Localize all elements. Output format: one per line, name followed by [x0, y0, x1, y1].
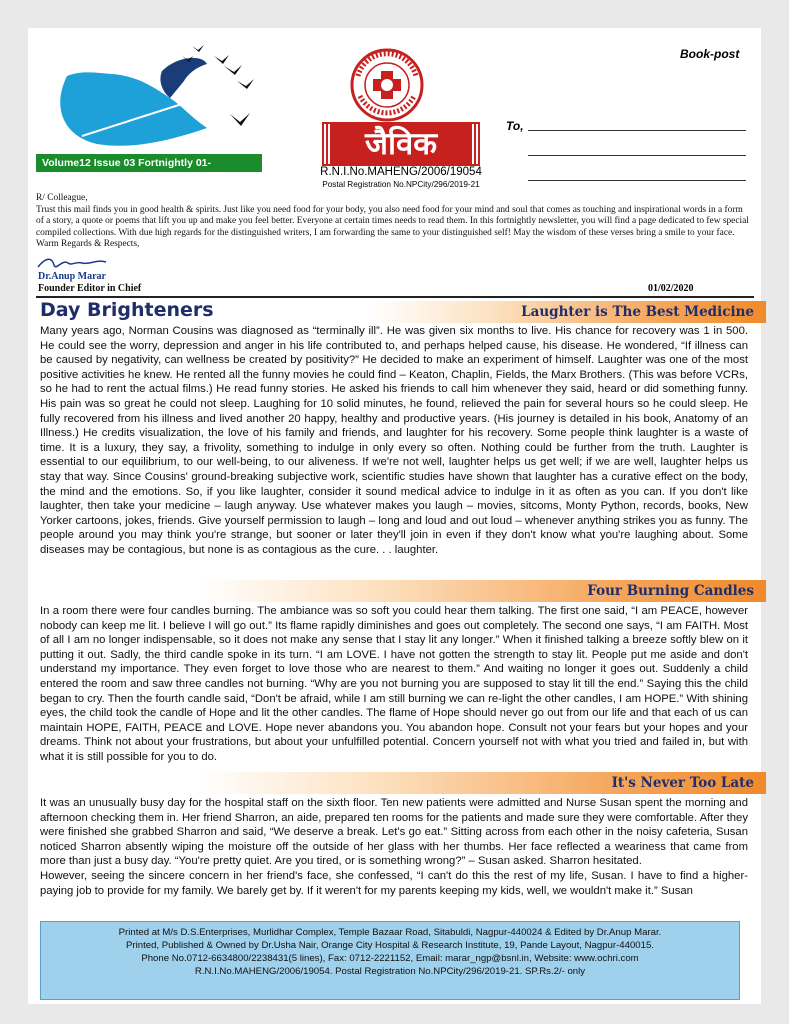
section-paragraph-2: However, seeing the sincere concern in her friend's face, she confessed, “I can't do this the rest of my life, Susan. I have to find a higher-paying job to provide for my family. We barely get by. If it weren't for my parents keeping my kids, well, we wouldn't make it.” Susan [40, 869, 748, 897]
to-label: To, [506, 119, 524, 133]
postal-registration: Postal Registration No.NPCity/296/2019-21 [322, 180, 480, 189]
imprint-footer [40, 921, 740, 1000]
letter-salutation: R/ Colleague, [36, 193, 88, 203]
newsletter-title-jaivik: जैविक [324, 124, 478, 164]
editor-letter [36, 193, 752, 251]
address-line-1 [528, 130, 746, 131]
section-header-never-too-late: It's Never Too Late [40, 772, 766, 794]
editor-name: Dr.Anup Marar [38, 271, 106, 282]
section-paragraph-1: It was an unusually busy day for the hospital staff on the sixth floor. Ten new patients were admitted and Nurse Susan spent the morning and afternoon checking them in. Her friend Sharron, an aide, prepared ten rooms for the patients and made sure they were comfortable. After they were finished she grabbed Sharron and said, “We deserve a break. Let's go eat.” Sitting across from each other in the noisy cafeteria, Susan noticed Sharron absently wiping the moisture off the outside of her glass with her thumbs. Her face reflected a weariness that came from more than just a busy day. “You're pretty quiet. Are you tired, or is something wrong?” – Susan asked. Sharron hesitated. [40, 797, 748, 868]
address-line-2 [528, 155, 746, 156]
quill-birds-illustration [42, 36, 262, 156]
footer-line-4: R.N.I.No.MAHENG/2006/19054. Postal Registration No.NPCity/296/2019-21. SP.Rs.2/- only [194, 966, 586, 977]
section-body-never-too-late [40, 796, 748, 898]
divider-rule [36, 296, 754, 298]
signature-image [36, 253, 126, 273]
address-line-3 [528, 180, 746, 181]
section-body-candles: In a room there were four candles burning. The ambiance was so soft you could hear them talking. The first one said, “I am PEACE, however nobody can keep me lit. I believe I will go out.” Its flame rapidly diminishes and goes out completely. The second one says, “I am FAITH. Most of all I am no longer indispensable, so it does not make any sense that I stay lit any longer.” When it finished talking a breeze softly blew on it putting it out. Sadly, the third candle spoke in its turn. “I am LOVE. I have not gotten the strength to stay lit. People put me aside and don't understand my importance. They even forget to love those who are nearest to them.” And waiting no longer it goes out. Suddenly a child entered the room and saw three candles not burning. “Why are you not burning you are supposed to stay lit till the end.” Saying this the child began to cry. Then the fourth candle said, “Don't be afraid, while I am still burning we can re-light the other candles, I am HOPE.” With shining eyes, the child took the candle of Hope and lit the other candles. The flame of Hope should never go out from our life and that each of us can maintain HOPE, FAITH, PEACE and LOVE. Hope never abandons you. You abandon hope. Consult not your fears but your hopes and your dreams. Think not about your frustrations, but about your unfulfilled potential. Concern yourself not with what you tried and failed in, but with what it is still possible for you to do. [40, 605, 748, 763]
issue-date: 01/02/2020 [648, 283, 694, 294]
volume-bar: Volume12 Issue 03 Fortnightly 01-15/02/2020 [36, 154, 262, 172]
book-post-label: Book-post [680, 47, 740, 61]
editor-title: Founder Editor in Chief [38, 283, 142, 294]
section-header-candles: Four Burning Candles [40, 580, 766, 602]
footer-line-2: Printed, Published & Owned by Dr.Usha Nair, Orange City Hospital & Research Institute, 19, Pande Layout, Nagpur-440015. [126, 940, 654, 951]
hospital-seal-logo [350, 48, 424, 122]
footer-line-1: Printed at M/s D.S.Enterprises, Murlidhar Complex, Temple Bazaar Road, Sitabuldi, Nagpur-440024 & Edited by Dr.Anup Marar. [118, 927, 662, 938]
section-header-laughter: Laughter is The Best Medicine [258, 301, 766, 323]
letter-body: Trust this mail finds you in good health & spirits. Just like you need food for your body, you also need food for your mind and soul that comes as touching and inspirational words in a form of a story, a quote or poems that lift you up and make you feel better. Everyone at certain times needs to read them. In this fortnightly newsletter, you will find a page dedicated to few special compiled collections. With due high regards for the distinguished writers, I am forwarding the same to your distinguished self! May the wisdom of these verses bring a smile to your face. Warm Regards & Respects, [36, 204, 749, 249]
rni-number: R.N.I.No.MAHENG/2006/19054 [320, 166, 482, 178]
page-title: Day Brighteners [40, 299, 214, 321]
footer-line-3: Phone No.0712-6634800/2238431(5 lines), Fax: 0712-2221152, Email: marar_ngp@bsnl.in, Website: www.ochri.com [141, 953, 639, 964]
section-body-laughter: Many years ago, Norman Cousins was diagnosed as “terminally ill”. He was given six months to live. His chance for recovery was 1 in 500. He could see the worry, depression and anger in his life contributed to, and perhaps helped cause, his disease. He wondered, “If illness can be caused by negativity, can wellness be created by positivity?” He decided to make an experiment of himself. Laughter was one of the most positive activities he knew. He rented all the funny movies he could find – Keaton, Chaplin, Fields, the Marx Brothers. (This was before VCRs, so he had to rent the actual films.) He read funny stories. He asked his friends to call him whenever they said, heard or did something funny. His pain was so great he could not sleep. Laughing for 10 solid minutes, he found, relieved the pain for several hours so he could sleep. He fully recovered from his illness and lived another 20 happy, healthy and productive years. (His journey is detailed in his book, Anatomy of an Illness.) He credits visualization, the love of his family and friends, and laughter for his recovery. Some people think laughter is a waste of time. It is a luxury, they say, a frivolity, something to indulge in only every so often. Nothing could be further from the truth. Laughter is essential to our equilibrium, to our well-being, to our aliveness. If we're not well, laughter helps us get well; if we are well, laughter helps us stay that way. Since Cousins' ground-breaking subjective work, scientific studies have shown that laughter has a curative effect on the body, the mind and the emotions. So, if you like laughter, consider it sound medical advice to indulge in it as often as you can. If you don't like laughter, then take your medicine – laugh anyway. Use whatever makes you laugh – movies, sitcoms, Monty Python, records, books, New Yorker cartoons, jokes, friends. Give yourself permission to laugh – long and loud and out loud – whenever anything strikes you as funny. The people around you may think you're strange, but sooner or later they'll join in even if they don't know what you're laughing about. Some diseases may be contagious, but none is as contagious as the cure. . . laughter. [40, 325, 748, 556]
newsletter-page [28, 28, 761, 1004]
